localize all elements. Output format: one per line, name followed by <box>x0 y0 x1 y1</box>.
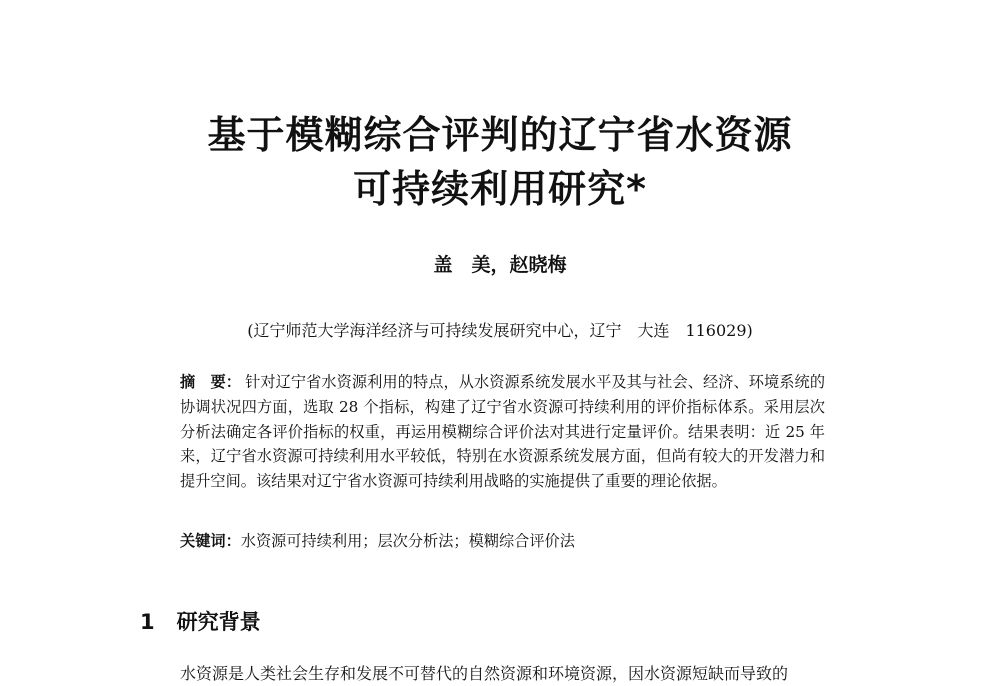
abstract-label: 摘 要： <box>180 373 242 391</box>
paper-title-line-2: 可持续利用研究* <box>353 167 647 211</box>
section-number: 1 <box>140 610 155 634</box>
section-title: 研究背景 <box>176 610 261 634</box>
keywords-label: 关键词： <box>180 532 241 550</box>
author-list: 盖 美，赵晓梅 <box>433 254 567 276</box>
abstract <box>180 370 825 494</box>
keywords <box>180 529 825 553</box>
keywords-text: 水资源可持续利用；层次分析法；模糊综合评价法 <box>240 532 575 550</box>
body-paragraph: 水资源是人类社会生存和发展不可替代的自然资源和环境资源，因水资源短缺而导致的 <box>180 664 789 683</box>
section-heading <box>140 606 261 636</box>
author-affiliation: (辽宁师范大学海洋经济与可持续发展研究中心，辽宁 大连 116029) <box>247 321 753 340</box>
paper-title-line-1: 基于模糊综合评判的辽宁省水资源 <box>207 113 793 157</box>
abstract-text: 针对辽宁省水资源利用的特点，从水资源系统发展水平及其与社会、经济、环境系统的协调状况四方面，选取 28 个指标，构建了辽宁省水资源可持续利用的评价指标体系。采用层次分析法确定各评价指标的权重，再运用模糊综合评价法对其进行定量评价。结果表明：近 25 年来，辽宁省水资源可持续利用水平较低，特别在水资源系统发展方面，但尚有较大的开发潜力和提升空间。该结果对辽宁省水资源可持续利用战略的实施提供了重要的理论依据。 <box>180 373 826 491</box>
